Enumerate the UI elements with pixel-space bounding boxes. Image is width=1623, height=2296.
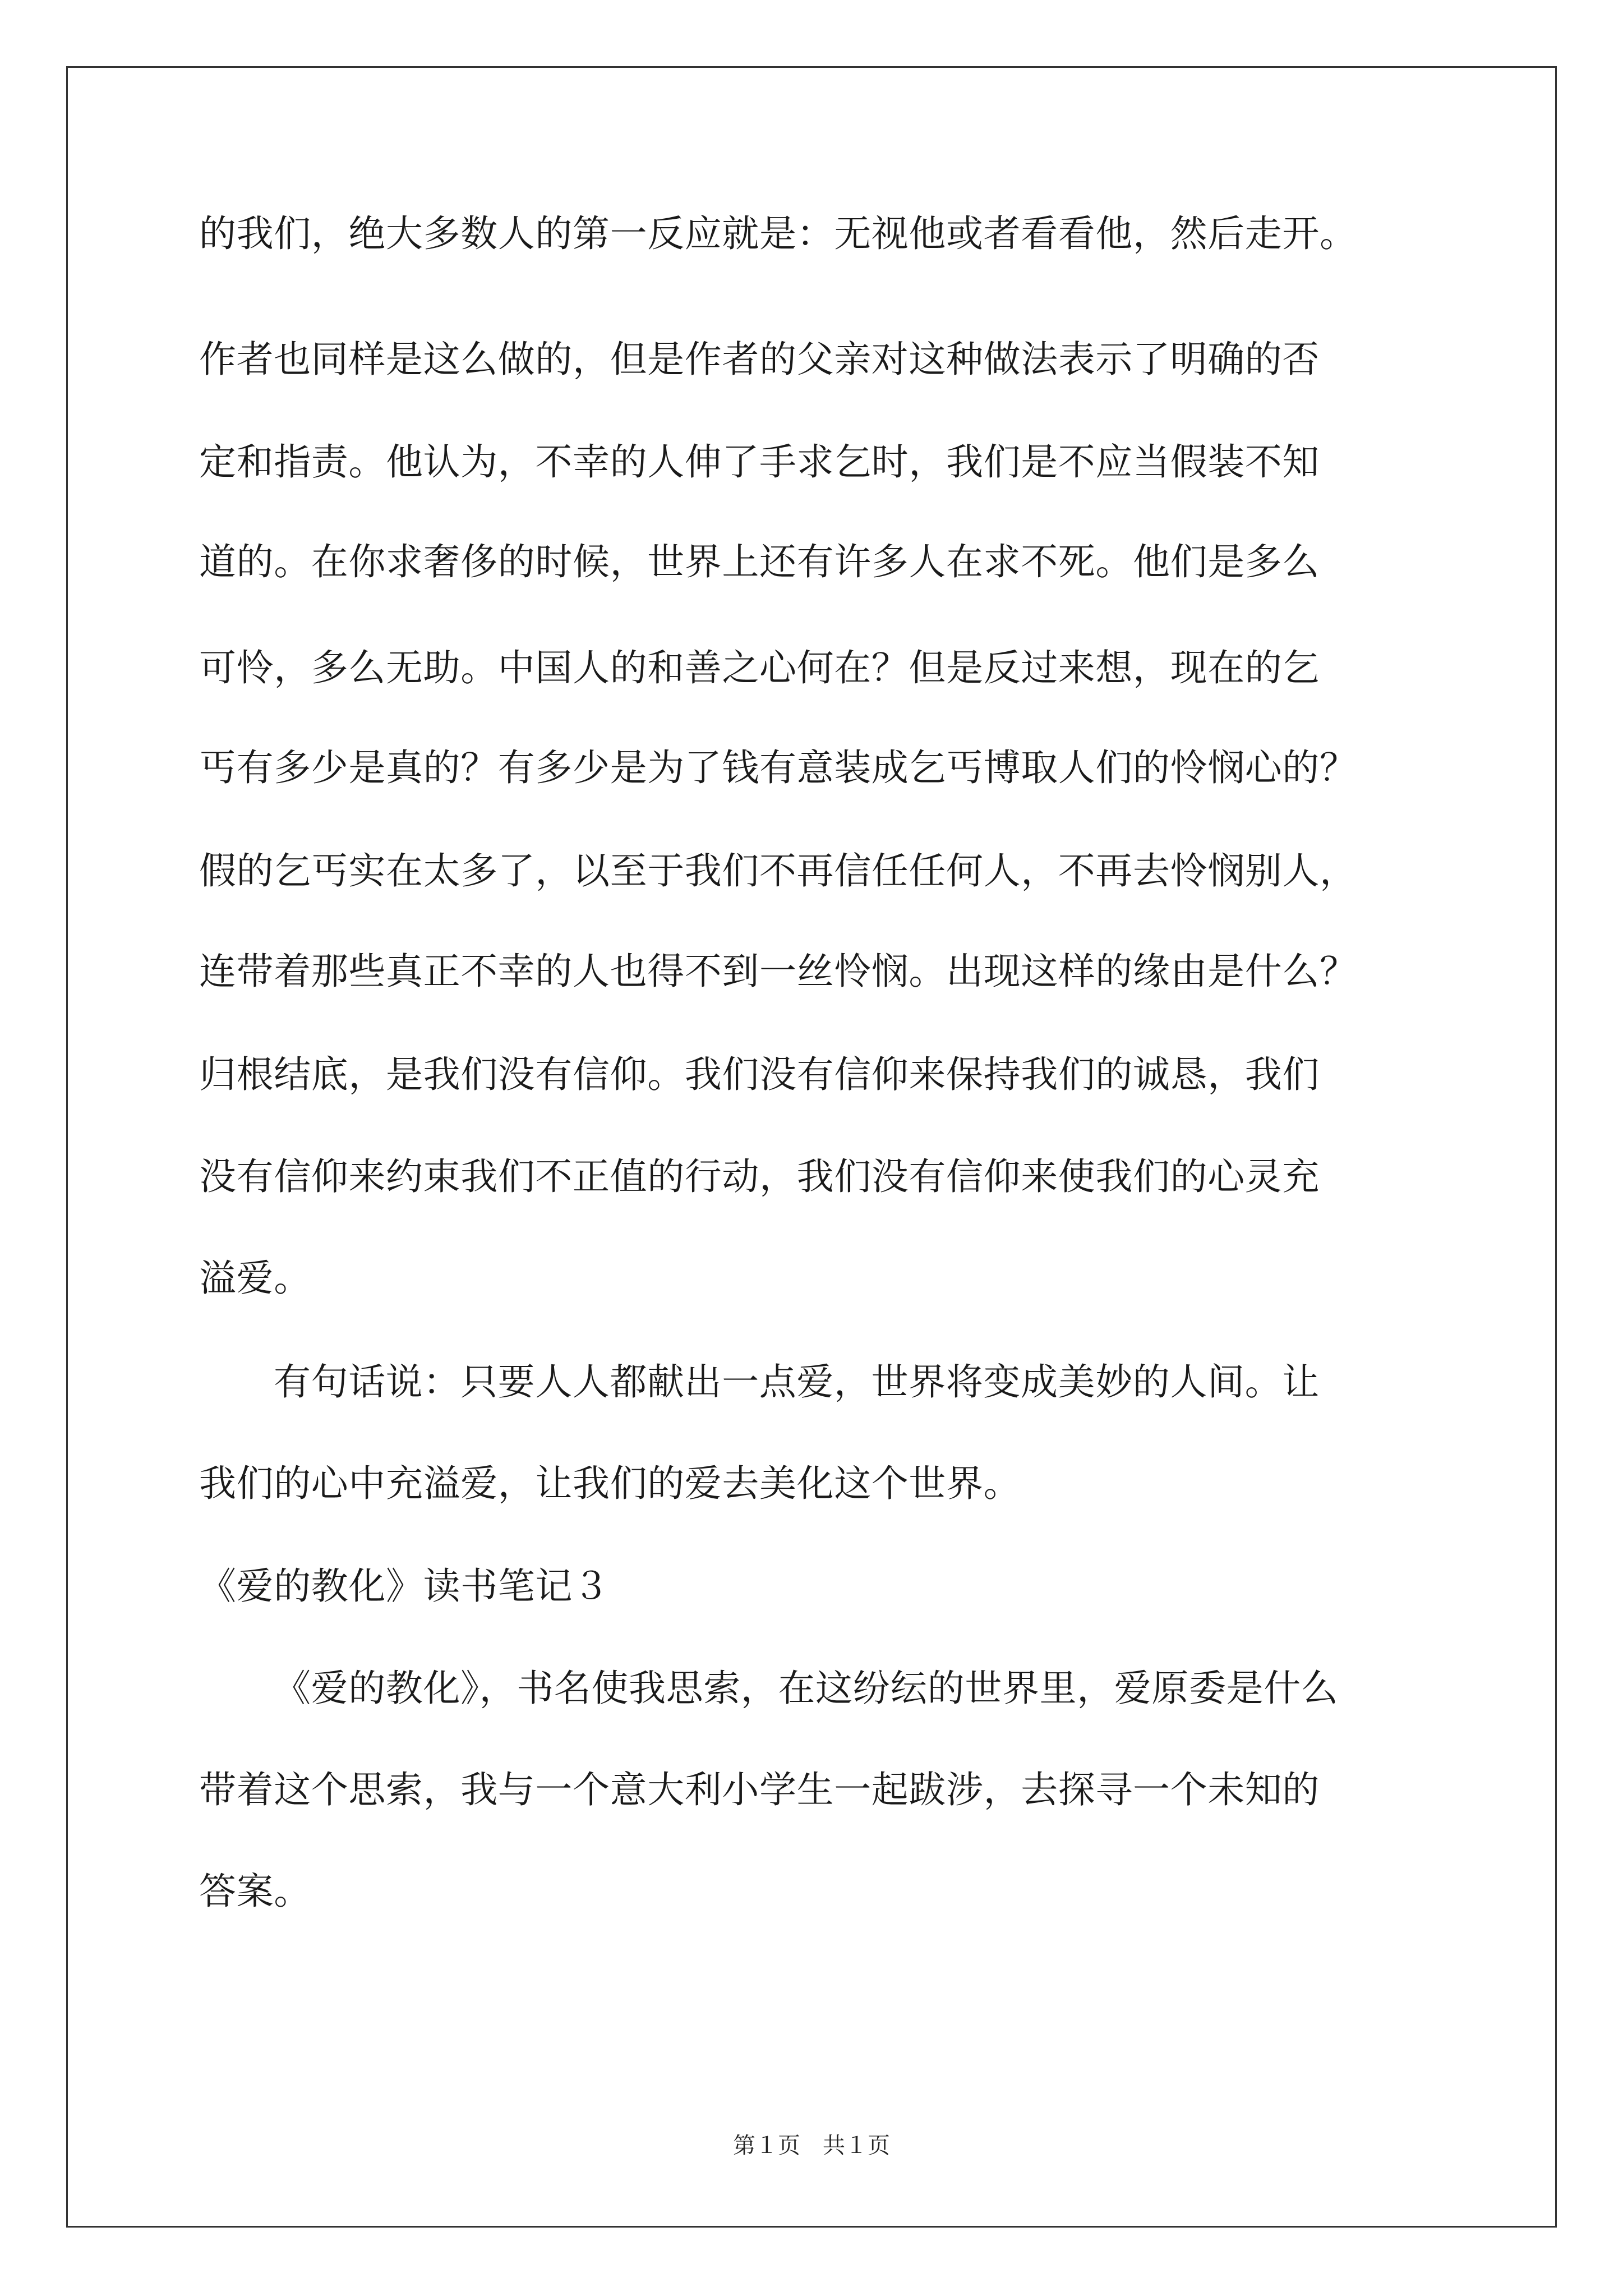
page-footer: 第１页 共１页 xyxy=(733,2133,890,2159)
paragraph-line: 的我们，绝大多数人的第一反应就是：无视他或者看看他，然后走开。 xyxy=(199,212,1357,255)
paragraph-line: 有句话说：只要人人都献出一点爱，世界将变成美妙的人间。让 xyxy=(274,1360,1320,1404)
paragraph-line: 连带着那些真正不幸的人也得不到一丝怜悯。出现这样的缘由是什么？ xyxy=(199,950,1357,993)
paragraph-line: 假的乞丐实在太多了，以至于我们不再信任任何人，不再去怜悯别人， xyxy=(199,849,1357,892)
paragraph-line: 没有信仰来约束我们不正值的行动，我们没有信仰来使我们的心灵充 xyxy=(199,1155,1320,1198)
paragraph-line: 我们的心中充溢爱，让我们的爱去美化这个世界。 xyxy=(199,1462,1021,1505)
paragraph-line: 作者也同样是这么做的，但是作者的父亲对这种做法表示了明确的否 xyxy=(199,338,1320,381)
paragraph-line: 答案。 xyxy=(199,1870,311,1913)
paragraph-line: 《爱的教化》，书名使我思索，在这纷纭的世界里，爱原委是什么 xyxy=(274,1667,1339,1710)
paragraph-line: 道的。在你求奢侈的时候，世界上还有许多人在求不死。他们是多么 xyxy=(199,540,1320,583)
paragraph-line: 溢爱。 xyxy=(199,1257,311,1300)
paragraph-line: 可怜，多么无助。中国人的和善之心何在？但是反过来想，现在的乞 xyxy=(199,646,1320,689)
section-heading: 《爱的教化》读书笔记３ xyxy=(199,1565,610,1608)
paragraph-line: 带着这个思索，我与一个意大利小学生一起跋涉，去探寻一个未知的 xyxy=(199,1768,1320,1811)
paragraph-line: 归根结底，是我们没有信仰。我们没有信仰来保持我们的诚恳，我们 xyxy=(199,1053,1320,1096)
paragraph-line: 丐有多少是真的？有多少是为了钱有意装成乞丐博取人们的怜悯心的？ xyxy=(199,746,1357,789)
paragraph-line: 定和指责。他认为，不幸的人伸了手求乞时，我们是不应当假装不知 xyxy=(199,440,1320,484)
